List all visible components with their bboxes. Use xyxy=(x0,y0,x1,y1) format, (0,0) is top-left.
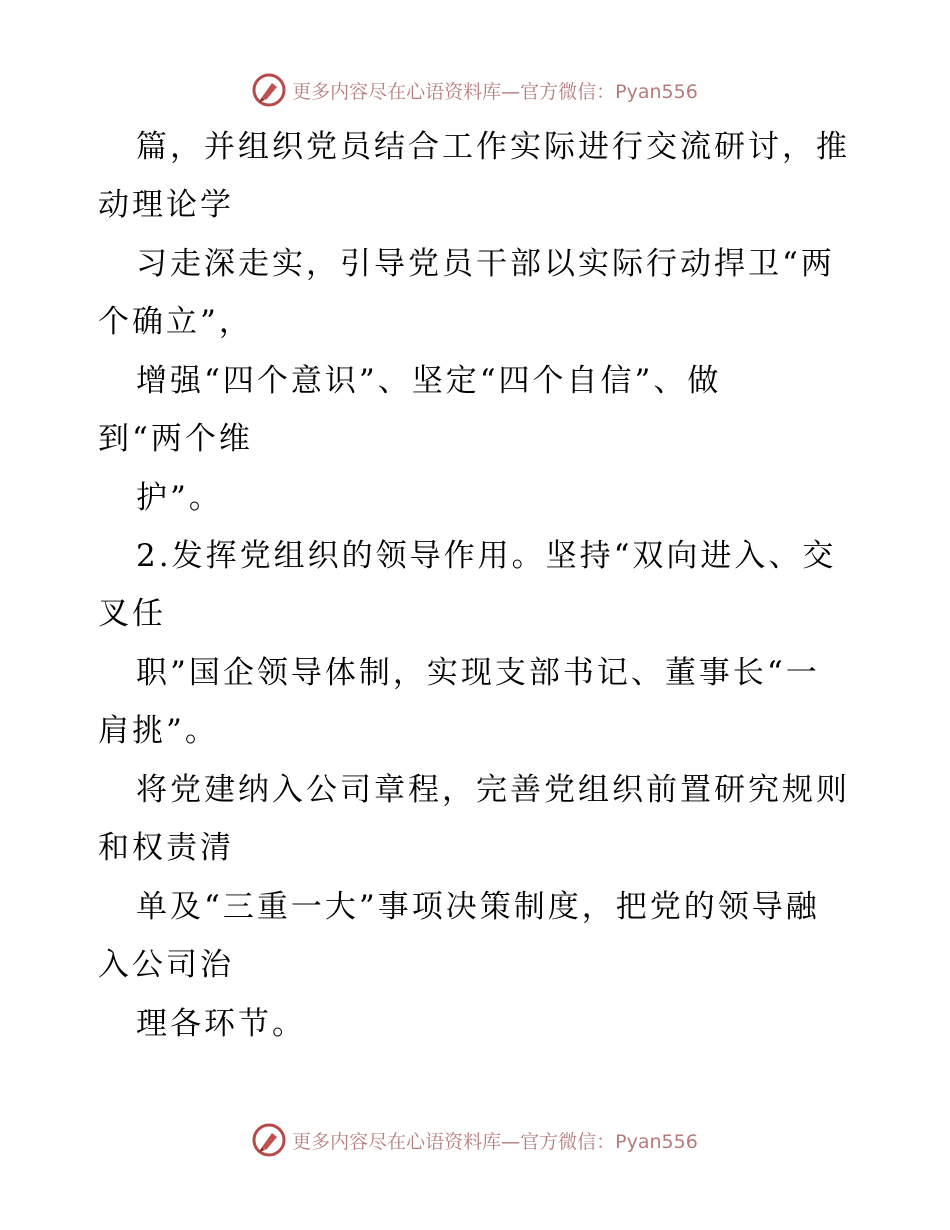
text-line: 将党建纳入公司章程，完善党组织前置研究规则 xyxy=(136,772,850,808)
text-line: 增强“四个意识”、坚定“四个自信”、做 xyxy=(136,363,722,399)
text-line: 2.发挥党组织的领导作用。坚持“双向进入、交 xyxy=(136,538,837,574)
text-line: 单及“三重一大”事项决策制度，把党的领导融 xyxy=(136,889,820,925)
text-line: 入公司治 xyxy=(98,947,234,983)
text-line: 动理论学 xyxy=(98,187,234,223)
header-watermark xyxy=(0,70,950,110)
text-line: 叉任 xyxy=(98,596,166,632)
pen-nib-logo-icon xyxy=(252,1123,286,1157)
text-line: 职”国企领导体制，实现支部书记、董事长“一 xyxy=(136,655,820,691)
text-line: 篇，并组织党员结合工作实际进行交流研讨，推 xyxy=(136,129,850,165)
text-line: 到“两个维 xyxy=(98,421,253,457)
text-line: 个确立”， xyxy=(98,304,253,340)
footer-watermark xyxy=(0,1120,950,1160)
text-line: 理各环节。 xyxy=(136,1006,306,1042)
header-watermark-text: 更多内容尽在心语资料库—官方微信：Pyan556 xyxy=(292,80,698,103)
footer-watermark-text: 更多内容尽在心语资料库—官方微信：Pyan556 xyxy=(292,1130,698,1153)
text-line: 肩挑”。 xyxy=(98,713,219,749)
text-line: 和权责清 xyxy=(98,830,234,866)
text-line: 护”。 xyxy=(136,480,223,516)
pen-nib-logo-icon xyxy=(252,73,286,107)
text-line: 习走深走实，引导党员干部以实际行动捍卫“两 xyxy=(136,246,835,282)
